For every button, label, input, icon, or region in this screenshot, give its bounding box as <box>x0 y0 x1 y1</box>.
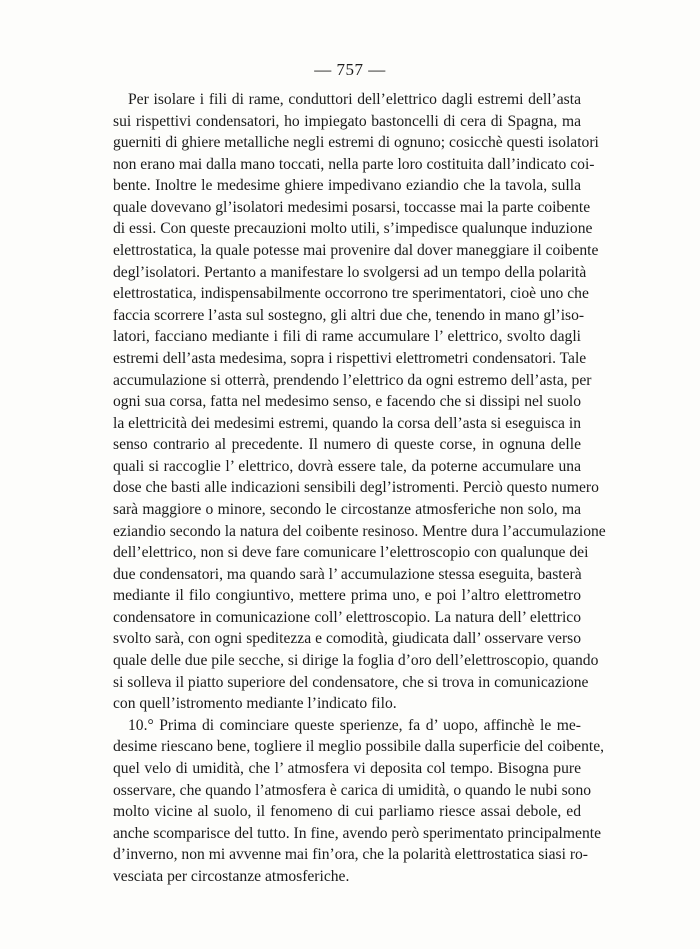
text-line: desime riescano bene, togliere il meglio possibile dalla superficie del coibente, <box>113 738 605 756</box>
paragraph <box>113 715 605 888</box>
page-number: — 757 — <box>314 60 386 79</box>
text-line: dell’elettrico, non si deve fare comunicare l’elettroscopio con qualunque dei <box>113 544 589 562</box>
text-line: guerniti di ghiere metalliche negli estremi di ognuno; cosicchè questi isolatori <box>113 134 599 152</box>
text-line: Per isolare i fili di rame, conduttori dell’elettrico dagli estremi dell’asta <box>128 91 581 108</box>
text-line: quel velo di umidità, che l’ atmosfera vi deposita col tempo. Bisogna pure <box>113 759 581 777</box>
text-line: eziandio secondo la natura del coibente resinoso. Mentre dura l’accumulazione <box>113 522 606 540</box>
text-line: dose che basti alle indicazioni sensibili degl’istromenti. Perciò questo numero <box>113 479 599 497</box>
text-line: due condensatori, ma quando sarà l’ accumulazione stessa eseguita, basterà <box>113 565 582 583</box>
text-line: senso contrario al precedente. Il numero di queste corse, in ognuna delle <box>113 436 581 454</box>
text-line: osservare, che quando l’atmosfera è carica di umidità, o quando le nubi sono <box>113 781 592 799</box>
text-line: quale delle due pile secche, si dirige la foglia d’oro dell’elettroscopio, quando <box>113 652 599 670</box>
text-line: latori, facciano mediante i fili di rame accumulare l’ elettrico, svolto dagli <box>113 328 581 346</box>
text-line: 10.° Prima di cominciare queste sperienze, fa d’ uopo, affinchè le me- <box>128 716 581 734</box>
text-line: vesciata per circostanze atmosferiche. <box>113 867 350 885</box>
text-line: bente. Inoltre le medesime ghiere impedivano eziandio che la tavola, sulla <box>113 177 581 195</box>
text-line: ogni sua corsa, fatta nel medesimo senso, e facendo che si dissipi nel suolo <box>113 393 581 411</box>
text-line: la elettricità dei medesimi estremi, quando la corsa dell’asta si eseguisca in <box>113 414 581 432</box>
text-line: quali si raccoglie l’ elettrico, dovrà essere tale, da poterne accumulare una <box>113 457 581 475</box>
text-line: quale dovevano gl’isolatori medesimi posarsi, toccasse mai la parte coibente <box>113 198 591 216</box>
text-line: degl’isolatori. Pertanto a manifestare lo svolgersi ad un tempo della polarità <box>113 263 587 281</box>
text-line: mediante il filo congiuntivo, mettere prima uno, e poi l’altro elettrometro <box>113 587 581 605</box>
text-line: condensatore in comunicazione coll’ elettroscopio. La natura dell’ elettrico <box>113 608 581 626</box>
text-line: elettrostatica, la quale potesse mai provenire dal dover maneggiare il coibente <box>113 242 599 260</box>
text-line: accumulazione si otterrà, prendendo l’elettrico da ogni estremo dell’asta, per <box>113 371 592 389</box>
text-line: di essi. Con queste precauzioni molto utili, s’impedisce qualunque induzione <box>113 220 593 238</box>
text-line: estremi dell’asta medesima, sopra i rispettivi elettrometri condensatori. Tale <box>113 349 587 367</box>
text-line: svolto sarà, con ogni speditezza e comodità, giudicata dall’ osservare verso <box>113 630 581 648</box>
text-line: si solleva il piatto superiore del condensatore, che si trova in comunicazione <box>113 673 589 691</box>
text-line: faccia scorrere l’asta sul sostegno, gli altri due che, tenendo in mano gl’iso- <box>113 306 585 324</box>
paragraph <box>113 89 606 715</box>
text-line: non erano mai dalla mano toccati, nella parte loro costituita dall’indicato coi- <box>113 155 595 173</box>
text-line: anche scomparisce del tutto. In fine, avendo però sperimentato principalmente <box>113 824 601 842</box>
text-line: molto vicine al suolo, il fenomeno di cui parliamo riesce assai debole, ed <box>113 803 581 821</box>
text-line: con quell’istromento mediante l’indicato filo. <box>113 695 397 713</box>
text-line: sui rispettivi condensatori, ho impiegato bastoncelli di cera di Spagna, ma <box>113 112 581 130</box>
text-line: d’inverno, non mi avvenne mai fin’ora, che la polarità elettrostatica siasi ro- <box>113 846 589 864</box>
body-text <box>113 89 606 887</box>
text-line: elettrostatica, indispensabilmente occorrono tre sperimentatori, cioè uno che <box>113 285 589 303</box>
text-line: sarà maggiore o minore, secondo le circostanze atmosferiche non solo, ma <box>113 500 581 518</box>
